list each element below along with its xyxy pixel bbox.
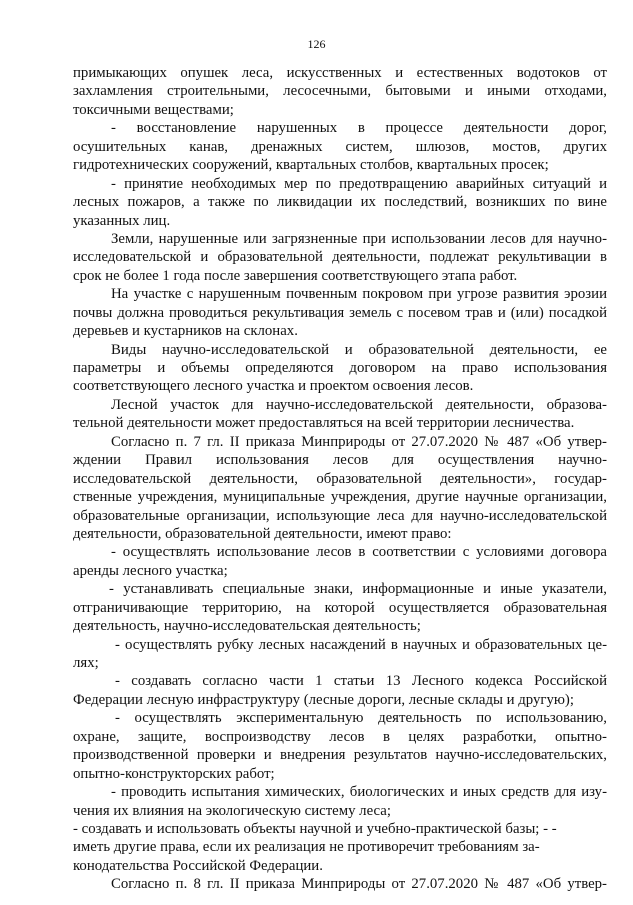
text-line: исследовательской деятельности, образовательной деятельности», государ- (73, 470, 607, 487)
text-line: соответствующего лесного участка и проектом освоения лесов. (73, 378, 474, 395)
text-line: На участке с нарушенным почвенным покровом при угрозе развития эрозии (111, 286, 607, 303)
text-line: чения их влияния на экологическую систему леса; (73, 802, 391, 819)
text-line: деревьев и кустарников на склонах. (73, 323, 298, 340)
text-line: Виды научно-исследовательской и образовательной деятельности, ее (111, 341, 607, 358)
text-line: - устанавливать специальные знаки, информационные и иные указатели, (109, 581, 607, 598)
text-line: образовательные организации, использующие леса для научно-исследовательской (73, 507, 607, 524)
text-line: срок не более 1 года после завершения соответствующего этапа работ. (73, 267, 518, 284)
text-line: деятельность, научно-исследовательская деятельность; (73, 618, 421, 635)
text-line: - осуществлять использование лесов в соответствии с условиями договора (111, 544, 607, 561)
text-line: гидротехнических сооружений, квартальных столбов, квартальных просек; (73, 157, 549, 174)
text-line: - создавать и использовать объекты научной и учебно-практической базы; - - (73, 820, 557, 837)
text-line: Согласно п. 8 гл. II приказа Минприроды от 27.07.2020 № 487 «Об утвер- (111, 876, 607, 893)
text-line: примыкающих опушек леса, искусственных и естественных водотоков от (73, 65, 607, 81)
text-line: иметь другие права, если их реализация не противоречит требованиям за- (73, 839, 540, 856)
page-number: 126 (307, 37, 326, 51)
text-line: параметры и объемы определяются договором на право использования (73, 360, 607, 376)
text-line: почвы должна проводиться рекультивация земель с посевом трав и (или) посадкой (73, 304, 607, 321)
text-line: производственной проверки и внедрения результатов научно-исследовательских, (73, 747, 607, 764)
text-line: лесных пожаров, а также по ликвидации их последствий, возникших по вине (73, 194, 607, 211)
text-line: - осуществлять экспериментальную деятельность по использованию, (115, 710, 607, 727)
text-line: Земли, нарушенные или загрязненные при использовании лесов для научно- (111, 230, 607, 247)
text-line: Федерации лесную инфраструктуру (лесные дороги, лесные склады и другую); (73, 691, 574, 708)
text-line: - проводить испытания химических, биологических и иных средств для изу- (111, 784, 607, 801)
text-line: охране, защите, воспроизводству лесов в целях разработки, опытно- (73, 728, 607, 745)
text-line: Лесной участок для научно-исследовательской деятельности, образова- (111, 396, 607, 413)
text-line: - создавать согласно части 1 статьи 13 Лесного кодекса Российской (115, 673, 607, 690)
text-line: захламления строительными, лесосечными, бытовыми и иными отходами, (73, 83, 607, 100)
text-line: деятельности, образовательной деятельности, имеют право: (73, 525, 452, 542)
text-line: аренды лесного участка; (73, 562, 228, 579)
text-line: конодательства Российской Федерации. (73, 857, 323, 874)
text-line: ственные учреждения, муниципальные учреждения, другие научные организации, (73, 489, 607, 506)
text-line: ждении Правил использования лесов для осуществления научно- (73, 452, 607, 469)
text-line: лях; (73, 655, 99, 671)
text-line: опытно-конструкторских работ; (73, 765, 275, 782)
text-line: - принятие необходимых мер по предотвращению аварийных ситуаций и (111, 175, 607, 192)
text-line: токсичными веществами; (73, 101, 234, 118)
text-line: Согласно п. 7 гл. II приказа Минприроды от 27.07.2020 № 487 «Об утвер- (111, 433, 607, 450)
text-line: исследовательской и образовательной деятельности, подлежат рекультивации в (73, 249, 607, 266)
text-line: отграничивающие территорию, на которой осуществляется образовательная (73, 599, 607, 616)
text-line: - осуществлять рубку лесных насаждений в научных и образовательных це- (115, 636, 607, 653)
text-line: - восстановление нарушенных в процессе деятельности дорог, (111, 120, 607, 137)
text-line: указанных лиц. (73, 212, 171, 229)
text-line: тельной деятельности может предоставляться на всей территории лесничества. (73, 415, 575, 432)
text-line: осушительных канав, дренажных систем, шлюзов, мостов, других (73, 138, 607, 155)
body-text (73, 64, 607, 894)
